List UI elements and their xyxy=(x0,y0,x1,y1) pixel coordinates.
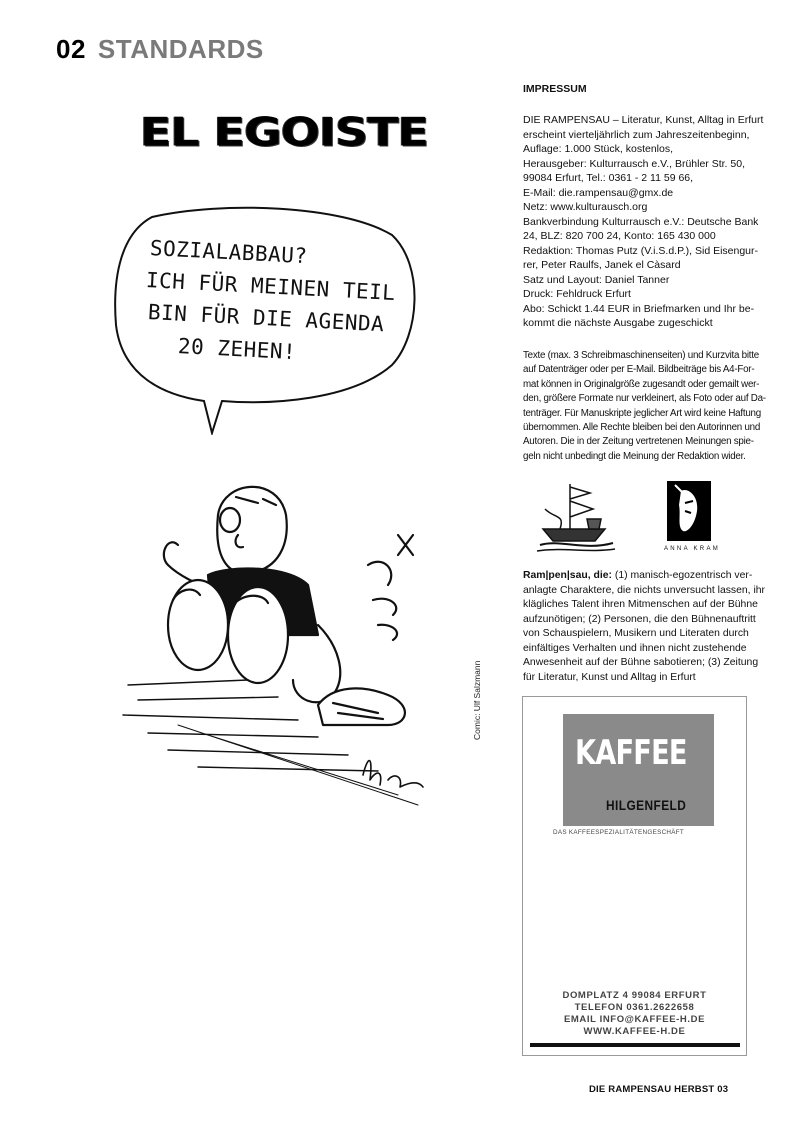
impressum-line: Satz und Layout: Daniel Tanner xyxy=(523,273,670,286)
ad-email[interactable]: EMAIL INFO@KAFFEE-H.DE xyxy=(563,1014,706,1025)
definition-term: Ram|pen|sau, die: xyxy=(523,570,612,581)
impressum-line: Redaktion: Thomas Putz (V.i.S.d.P.), Sid Eisengur- xyxy=(523,244,759,257)
impressum-line: Auflage: 1.000 Stück, kostenlos, xyxy=(523,143,674,155)
comic-credit: Comic: Ulf Salzmann xyxy=(472,660,482,740)
impressum-body xyxy=(523,113,764,331)
comic-illustration xyxy=(118,475,438,810)
submission-line: geln nicht unbedingt die Meinung der Redaktion wider. xyxy=(523,450,746,462)
ad-brand: KAFFEE xyxy=(575,733,687,773)
impressum-line: Bankverbindung Kulturrausch e.V.: Deutsche Bank xyxy=(523,215,759,228)
definition-line: klägliches Talent ihren Mitmenschen auf der Bühne xyxy=(523,599,758,610)
comic-title: EL EGOISTE xyxy=(140,109,429,155)
impressum-email[interactable]: E-Mail: die.rampensau@gmx.de xyxy=(523,186,674,199)
ad-address-line: DOMPLATZ 4 99084 ERFURT xyxy=(562,990,707,1001)
submission-line: tenträger. Für Manuskripte jeglicher Art wird keine Haftung xyxy=(523,407,761,419)
definition-line: von Schauspielern, Musikern und Literaten durch xyxy=(523,628,749,639)
bubble-line-1: SOZIALABBAU? xyxy=(149,236,309,269)
bubble-line-3: BIN FÜR DIE AGENDA xyxy=(147,300,385,337)
definition-line: (1) manisch-egozentrisch ver- xyxy=(611,570,753,581)
ad-divider xyxy=(530,1043,740,1047)
definition-block xyxy=(523,569,766,685)
impressum-line: DIE RAMPENSAU – Literatur, Kunst, Alltag in Erfurt xyxy=(523,114,764,126)
page-number: 02 xyxy=(56,34,86,64)
anna-kram-label: ANNA KRAM xyxy=(664,546,721,552)
page-header xyxy=(56,34,264,65)
ship-logo-icon xyxy=(535,479,617,554)
submission-guidelines xyxy=(523,349,766,464)
ad-phone: TELEFON 0361.2622658 xyxy=(574,1002,695,1013)
ad-website[interactable]: WWW.KAFFEE-H.DE xyxy=(583,1026,686,1037)
bubble-line-2: ICH FÜR MEINEN TEIL xyxy=(145,268,397,306)
impressum-heading: IMPRESSUM xyxy=(523,83,587,95)
impressum-line: Druck: Fehldruck Erfurt xyxy=(523,288,631,300)
submission-line: Texte (max. 3 Schreibmaschinenseiten) und Kurzvita bitte xyxy=(523,350,759,361)
definition-line: Anwesenheit auf der Bühne sabotieren; (3) Zeitung xyxy=(523,657,759,668)
impressum-line: Herausgeber: Kulturrausch e.V., Brühler Str. 50, xyxy=(523,157,745,170)
submission-line: Autoren. Die in der Zeitung vertretenen Meinungen spie- xyxy=(523,436,754,448)
page-footer: DIE RAMPENSAU HERBST 03 xyxy=(589,1084,729,1095)
ad-subbrand: HILGENFELD xyxy=(606,797,687,813)
definition-line: anlagte Charaktere, die nichts unversucht lassen, ihr xyxy=(523,584,766,596)
impressum-line: erscheint vierteljährlich zum Jahreszeitenbeginn, xyxy=(523,128,750,141)
submission-line: mat können in Originalgröße zugesandt oder gemailt wer- xyxy=(523,378,760,390)
bubble-line-4: 20 ZEHEN! xyxy=(177,334,297,365)
submission-line: übernommen. Alle Rechte bleiben bei den Autorinnen und xyxy=(523,422,761,434)
ad-address xyxy=(531,990,738,1038)
definition-line: für Literatur, Kunst und Alltag in Erfurt xyxy=(523,671,696,683)
impressum-line: 99084 Erfurt, Tel.: 0361 - 2 11 59 66, xyxy=(523,172,694,184)
impressum-line: Abo: Schickt 1.44 EUR in Briefmarken und Ihr be- xyxy=(523,302,755,315)
definition-line: einfältiges Verhalten und ihnen nicht zustehende xyxy=(523,642,747,654)
impressum-website[interactable]: Netz: www.kulturausch.org xyxy=(523,201,648,213)
impressum-line: 24, BLZ: 820 700 24, Konto: 165 430 000 xyxy=(523,230,716,242)
submission-line: auf Datenträger oder per E-Mail. Bildbeiträge bis A4-For- xyxy=(523,364,755,376)
submission-line: den, größere Formate nur verkleinert, als Foto oder auf Da- xyxy=(523,393,766,405)
anna-kram-logo xyxy=(667,481,711,541)
mask-icon xyxy=(667,481,711,541)
ad-tagline: DAS KAFFEESPEZIALITÄTENGESCHÄFT xyxy=(553,829,685,836)
impressum-line: rer, Peter Raulfs, Janek el Càsard xyxy=(523,259,681,271)
definition-line: aufzunötigen; (2) Personen, die den Bühnenauftritt xyxy=(523,613,756,625)
section-title: STANDARDS xyxy=(97,34,264,64)
impressum-line: kommt die nächste Ausgabe zugeschickt xyxy=(523,317,713,329)
